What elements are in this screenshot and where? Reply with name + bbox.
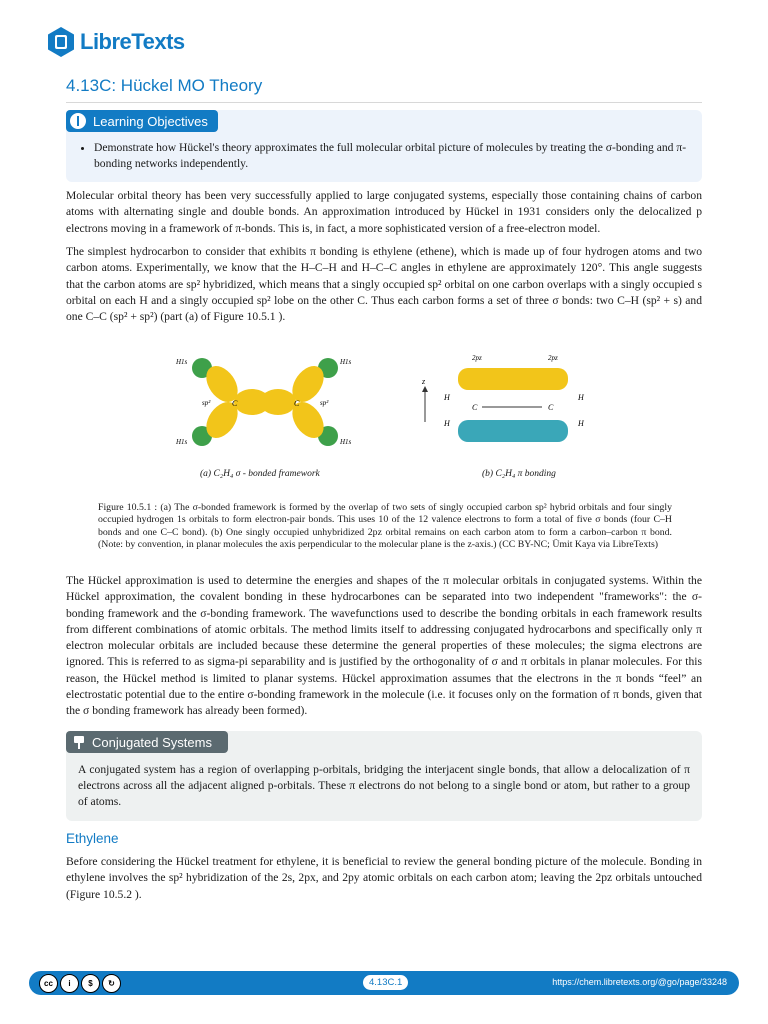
libretexts-logo[interactable] — [46, 26, 185, 58]
h1s-label: H1s — [176, 358, 188, 366]
sa-icon: ↻ — [102, 974, 121, 993]
libretexts-logo-icon — [46, 26, 76, 58]
h1s-label: H1s — [176, 438, 188, 446]
pi-orbital-upper — [458, 368, 568, 390]
learning-objectives-tab — [66, 110, 218, 132]
page-footer — [29, 971, 739, 995]
orbital-2pz-label: 2pz — [548, 354, 558, 362]
pi-orbital-lower — [458, 420, 568, 442]
page-title: 4.13C: Hückel MO Theory — [66, 76, 263, 95]
conjugated-systems-tab — [66, 731, 228, 753]
cc-icon: cc — [39, 974, 58, 993]
sp2-lobe — [260, 389, 296, 415]
paragraph-ethylene-bonding: The simplest hydrocarbon to consider that exhibits π bonding is ethylene (ethene), which is made up of four hydrogen atoms and two carbon atoms. Experimentally, we know that the H–C–H and H–C–C angles in ethylene are approximately 120°. This angle suggests that the carbon atoms are sp² hybridized, which means that a singly occupied sp² orbital on one carbon overlaps with a singly occupied s orbital on each H and a singly occupied sp² lobe on the other C. Thus each carbon forms a set of three σ bonds: two C–H (sp² + s) and one C–C (sp² + sp²) (part (a) of Figure 10.5.1 ). — [66, 245, 702, 324]
carbon-label: C — [472, 403, 478, 412]
figure-caption: Figure 10.5.1 : (a) The σ-bonded framework is formed by the overlap of two sets of singly occupied carbon sp² hybrid orbitals and four singly occupied hydrogen 1s orbitals to form electron-pair bonds. This uses 10 of the 12 valence electrons to form a total of five σ bonds (four C–H bonds and one C–C bond). (b) One singly occupied unhybridized 2pz orbital remains on each carbon atom to form a carbon–carbon π bond. (Note: by convention, in planar molecules the axis perpendicular to the molecular plane is the z-axis.) (CC BY-NC; Ümit Kaya via LibreTexts) — [98, 502, 672, 551]
conjugated-systems-heading: Conjugated Systems — [92, 734, 212, 750]
section-heading-ethylene: Ethylene — [66, 831, 119, 846]
carbon-label: C — [294, 399, 300, 408]
sp2-label: sp² — [202, 399, 211, 407]
z-axis-label: z — [422, 377, 426, 386]
paragraph-intro: Molecular orbital theory has been very successfully applied to large conjugated systems, especially those containing chains of carbon atoms with alternating single and double bonds. An approximation introduced by Hückel in 1931 considers only the delocalized p electrons moving in a framework of π-bonds. This is, in fact, a more sophisticated version of a free-electron model. — [66, 189, 702, 235]
carbon-label: C — [548, 403, 554, 412]
h1s-label: H1s — [340, 438, 352, 446]
figure-subcaption-a: (a) C₂H₄ σ - bonded framework — [200, 469, 320, 479]
learning-objectives-box — [66, 110, 702, 182]
page-url-link[interactable]: https://chem.libretexts.org/@go/page/33248 — [552, 977, 727, 987]
brand-name: LibreTexts — [80, 29, 185, 54]
h1s-label: H1s — [340, 358, 352, 366]
learning-objectives-heading: Learning Objectives — [93, 113, 208, 129]
conjugated-systems-box — [66, 731, 702, 821]
figure-subcaption-b: (b) C₂H₄ π bonding — [482, 469, 556, 479]
pin-icon — [74, 736, 84, 749]
learning-objectives-list — [80, 140, 696, 172]
page-number: 4.13C.1 — [363, 975, 408, 990]
by-icon: i — [60, 974, 79, 993]
hydrogen-label: H — [444, 393, 450, 402]
license-badges[interactable] — [39, 974, 121, 993]
orbital-2pz-label: 2pz — [472, 354, 482, 362]
hydrogen-label: H — [578, 393, 584, 402]
nc-icon: $ — [81, 974, 100, 993]
conjugated-systems-text: A conjugated system has a region of overlapping p-orbitals, bridging the interjacent single bonds, that allow a delocalization of π electrons across all the adjacent aligned p-orbitals. These π electrons do not belong to a single bond or atom, but rather to a group of atoms. — [78, 763, 690, 808]
pi-bonding-diagram — [421, 354, 585, 442]
hydrogen-label: H — [444, 419, 450, 428]
learning-objective-item: • Demonstrate how Hückel's theory approximates the full molecular orbital picture of molecules by treating the σ-bonding and π-bonding networks independently. — [94, 140, 696, 172]
sp2-label: sp² — [320, 399, 329, 407]
sigma-framework-diagram — [175, 358, 352, 446]
paragraph-ethylene-hybridization: Before considering the Hückel treatment for ethylene, it is beneficial to review the general bonding picture of the molecule. Bonding in ethylene involves the sp² hybridization of the 2s, 2px, and 2py atomic orbitals on each carbon atom; leaving the 2pz orbitals untouched (Figure 10.5.2 ). — [66, 855, 702, 901]
paragraph-huckel-approximation: The Hückel approximation is used to determine the energies and shapes of the π molecular orbitals in conjugated systems. Within the Hückel approximation, the covalent bonding in these hydrocarbones can be separated into two independent "frameworks": the σ-bonding framework and the σ-bonding framework. The wavefunctions used to describe the bonding orbitals in each framework results from different combinations of atomic orbitals. The method limits itself to addressing conjugated hydrocarbons and specifically only π electron molecular orbitals are included because these determine the general properties of these molecules; the sigma electrons are ignored. This is referred to as sigma-pi separability and is justified by the orthogonality of σ and π orbitals in planar molecules. For this reason, the Hückel method is limited to planar systems. Hückel approximation assumes that the electrons in the π bonds “feel” an electrostatic potential due to the entire σ-bonding framework in the molecule (i.e. it focuses only on the formation of π bonds, given that the σ bonding framework has already been formed). — [66, 574, 702, 718]
carbon-label: C — [232, 399, 238, 408]
z-axis-arrowhead — [422, 386, 428, 392]
book-icon — [70, 113, 86, 129]
title-divider — [66, 102, 702, 103]
hydrogen-label: H — [578, 419, 584, 428]
